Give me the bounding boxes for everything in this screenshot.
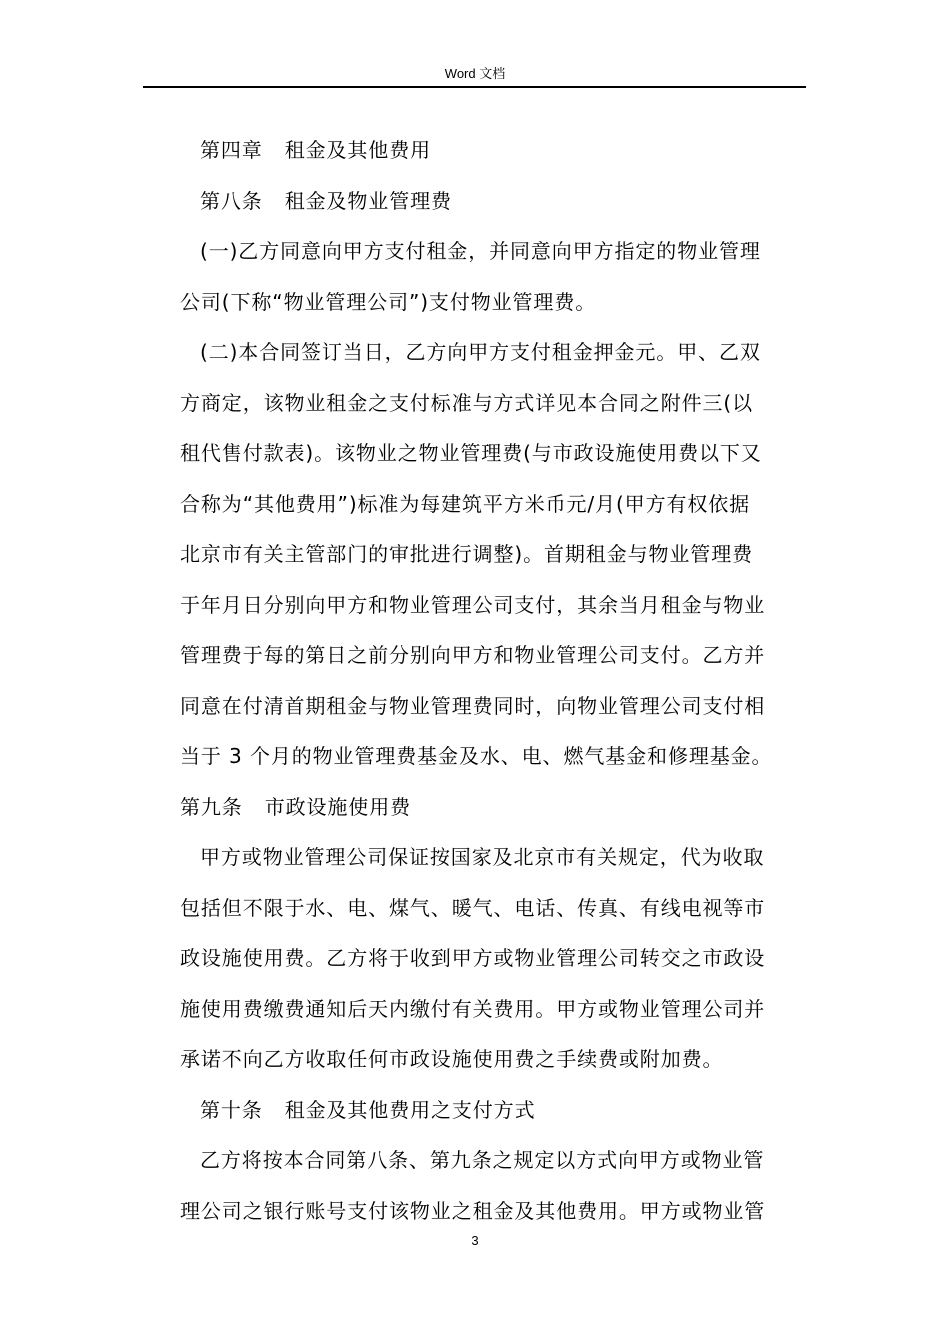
- paragraph-line: 管理费于每的第日之前分别向甲方和物业管理公司支付。乙方并: [180, 643, 766, 667]
- article-number: 第十条: [200, 1097, 263, 1122]
- paragraph-line: 施使用费缴费通知后天内缴付有关费用。甲方或物业管理公司并: [180, 996, 766, 1021]
- page-number: 3: [471, 1233, 479, 1248]
- paragraph-line: 承诺不向乙方收取任何市政设施使用费之手续费或附加费。: [180, 1047, 724, 1071]
- paragraph-line: 北京市有关主管部门的审批进行调整)。首期租金与物业管理费: [180, 542, 754, 566]
- paragraph-line: 包括但不限于水、电、煤气、暖气、电话、传真、有线电视等市: [180, 895, 766, 920]
- paragraph-line: 理公司之银行账号支付该物业之租金及其他费用。甲方或物业管: [180, 1198, 766, 1223]
- paragraph-line: (二)本合同签订当日，乙方向甲方支付租金押金元。甲、乙双: [200, 340, 761, 364]
- article-title: 市政设施使用费: [264, 794, 412, 819]
- article-title: 租金及物业管理费: [284, 188, 452, 213]
- article-number: 第九条: [180, 794, 243, 819]
- article-heading-8: [180, 176, 810, 227]
- paragraph-line: 乙方将按本合同第八条、第九条之规定以方式向甲方或物业管: [200, 1148, 765, 1172]
- paragraph-line: (一)乙方同意向甲方支付租金，并同意向甲方指定的物业管理: [200, 239, 761, 263]
- header-divider: [143, 86, 806, 88]
- chapter-title: 租金及其他费用: [284, 138, 432, 162]
- paragraph-line: 甲方或物业管理公司保证按国家及北京市有关规定，代为收取: [200, 845, 765, 869]
- paragraph-line: 于年月日分别向甲方和物业管理公司支付，其余当月租金与物业: [180, 592, 766, 617]
- article-heading-10: [180, 1085, 810, 1136]
- page-header: Word 文档: [444, 66, 506, 81]
- article-title: 租金及其他费用之支付方式: [284, 1097, 536, 1122]
- article-heading-9: [180, 782, 810, 833]
- paragraph-line: 政设施使用费。乙方将于收到甲方或物业管理公司转交之市政设: [180, 946, 766, 970]
- paragraph-line: 合称为“其他费用”)标准为每建筑平方米币元/月(甲方有权依据: [180, 491, 751, 516]
- paragraph-line: 方商定，该物业租金之支付标准与方式详见本合同之附件三(以: [180, 390, 754, 415]
- article-number: 第八条: [200, 188, 263, 213]
- chapter-heading-4: [180, 125, 810, 176]
- paragraph-line: 同意在付清首期租金与物业管理费同时，向物业管理公司支付相: [180, 693, 766, 718]
- chapter-number: 第四章: [200, 138, 263, 162]
- paragraph-line: 当于 3 个月的物业管理费基金及水、电、燃气基金和修理基金。: [180, 744, 773, 768]
- document-body: [180, 125, 810, 1236]
- paragraph-line: 租代售付款表)。该物业之物业管理费(与市政设施使用费以下又: [180, 441, 762, 465]
- paragraph-line: 公司(下称“物业管理公司”)支付物业管理费。: [180, 289, 597, 314]
